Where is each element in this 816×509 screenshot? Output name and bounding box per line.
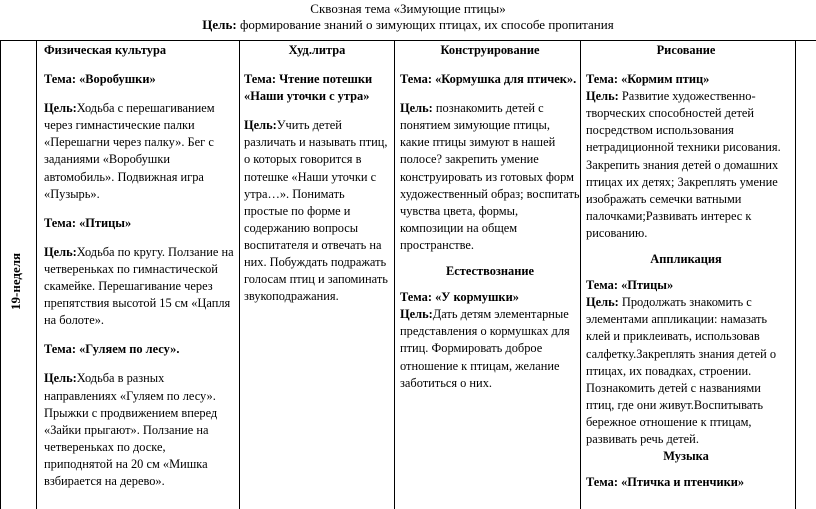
topic-forest-walk: Тема: «Гуляем по лесу».: [44, 342, 180, 357]
column-divider-1: [36, 40, 37, 509]
table-left-border: [0, 40, 1, 509]
table-right-border: [795, 40, 796, 509]
goal-birds-applique: Цель: Продолжать знакомить с элементами аппликации: намазать клей и приклеивать, использовав салфетку.Закреплять знания детей о птицах, их повадках, строении. Познакомить детей с названиями птиц, где они живут.Воспитывать бережное отношение к птицам, развивать речь детей.: [586, 295, 777, 446]
topic-bird-feeder: Тема: «Кормушка для птичек».: [400, 72, 577, 87]
column-construction: [400, 42, 580, 392]
goal-label: Цель:: [202, 17, 237, 32]
goal-text: формирование знаний о зимующих птицах, их способе пропитания: [236, 17, 614, 32]
table-top-border: [0, 40, 816, 41]
document-title: Сквозная тема «Зимующие птицы»: [310, 1, 506, 16]
week-label: 19-неделя: [8, 252, 23, 310]
column-physical-education: [44, 42, 234, 490]
goal-bird-feeder: Цель: познакомить детей с понятием зимующие птицы, какие птицы зимуют в нашей полосе? закрепить умение конструировать из готовых форм художественный образ; воспитать чувства цвета, формы, композиции на общем пространстве.: [400, 101, 580, 252]
column-title-physical-education: Физическая культура: [44, 43, 167, 57]
topic-at-feeder: Тема: «У кормушки»: [400, 290, 519, 305]
subject-music: Музыка: [663, 449, 709, 464]
column-title-drawing: Рисование: [656, 43, 716, 57]
topic-bird-and-chicks: Тема: «Птичка и птенчики»: [586, 475, 745, 490]
column-title-construction: Конструирование: [440, 43, 540, 57]
goal-nursery-rhyme: Цель:Учить детей различать и называть птиц, о которых говорится в потешке «Наши уточки с утра…». Понимать простые по форме и содержанию вопросы воспитателя и отвечать на них. Побуждать подражать голосам птиц и запоминать звукоподражания.: [244, 118, 388, 304]
column-divider-3: [394, 40, 395, 509]
column-title-literature: Худ.литра: [288, 43, 346, 57]
column-drawing: [586, 42, 786, 491]
topic-sparrows: Тема: «Воробушки»: [44, 72, 156, 87]
topic-feeding-birds: Тема: «Кормим птиц»: [586, 72, 710, 87]
topic-birds: Тема: «Птицы»: [44, 215, 132, 230]
column-divider-2: [239, 40, 240, 509]
subject-applique: Аппликация: [650, 252, 722, 267]
topic-birds-applique: Тема: «Птицы»: [586, 278, 674, 293]
column-divider-4: [580, 40, 581, 509]
subject-natural-science: Естествознание: [446, 264, 534, 279]
goal-at-feeder: Цель:Дать детям элементарные представления о кормушках для птиц. Формировать доброе отношение к птицам, желание заботиться о них.: [400, 307, 570, 390]
column-literature: [244, 42, 390, 305]
topic-nursery-rhyme: Тема: Чтение потешки «Наши уточки с утра»: [244, 72, 373, 104]
goal-birds: Цель:Ходьба по кругу. Ползание на четвереньках по гимнастической скамейке. Перешагивание через препятствия высотой 15 см «Цапля на болоте».: [44, 244, 234, 328]
goal-sparrows: Цель:Ходьба с перешагиванием через гимнастические палки «Перешагни через палку». Бег с заданиями «Воробушки автомобиль». Подвижная игра «Пузырь».: [44, 101, 215, 201]
goal-feeding-birds: Цель: Развитие художественно-творческих способностей детей посредством использования нетрадиционной техники рисования. Закрепить знания детей о домашних птицах их детях; Закреплять умение изображать семечки ватными палочками;Развивать интерес к рисованию.: [586, 89, 781, 240]
goal-forest-walk: Цель:Ходьба в разных направлениях «Гуляем по лесу». Прыжки с продвижением вперед «Зайки прыгают». Ползание на четвереньках по доске, приподнятой на 20 см «Мишка взбирается на дерево».: [44, 371, 218, 488]
document-goal: [0, 17, 816, 33]
